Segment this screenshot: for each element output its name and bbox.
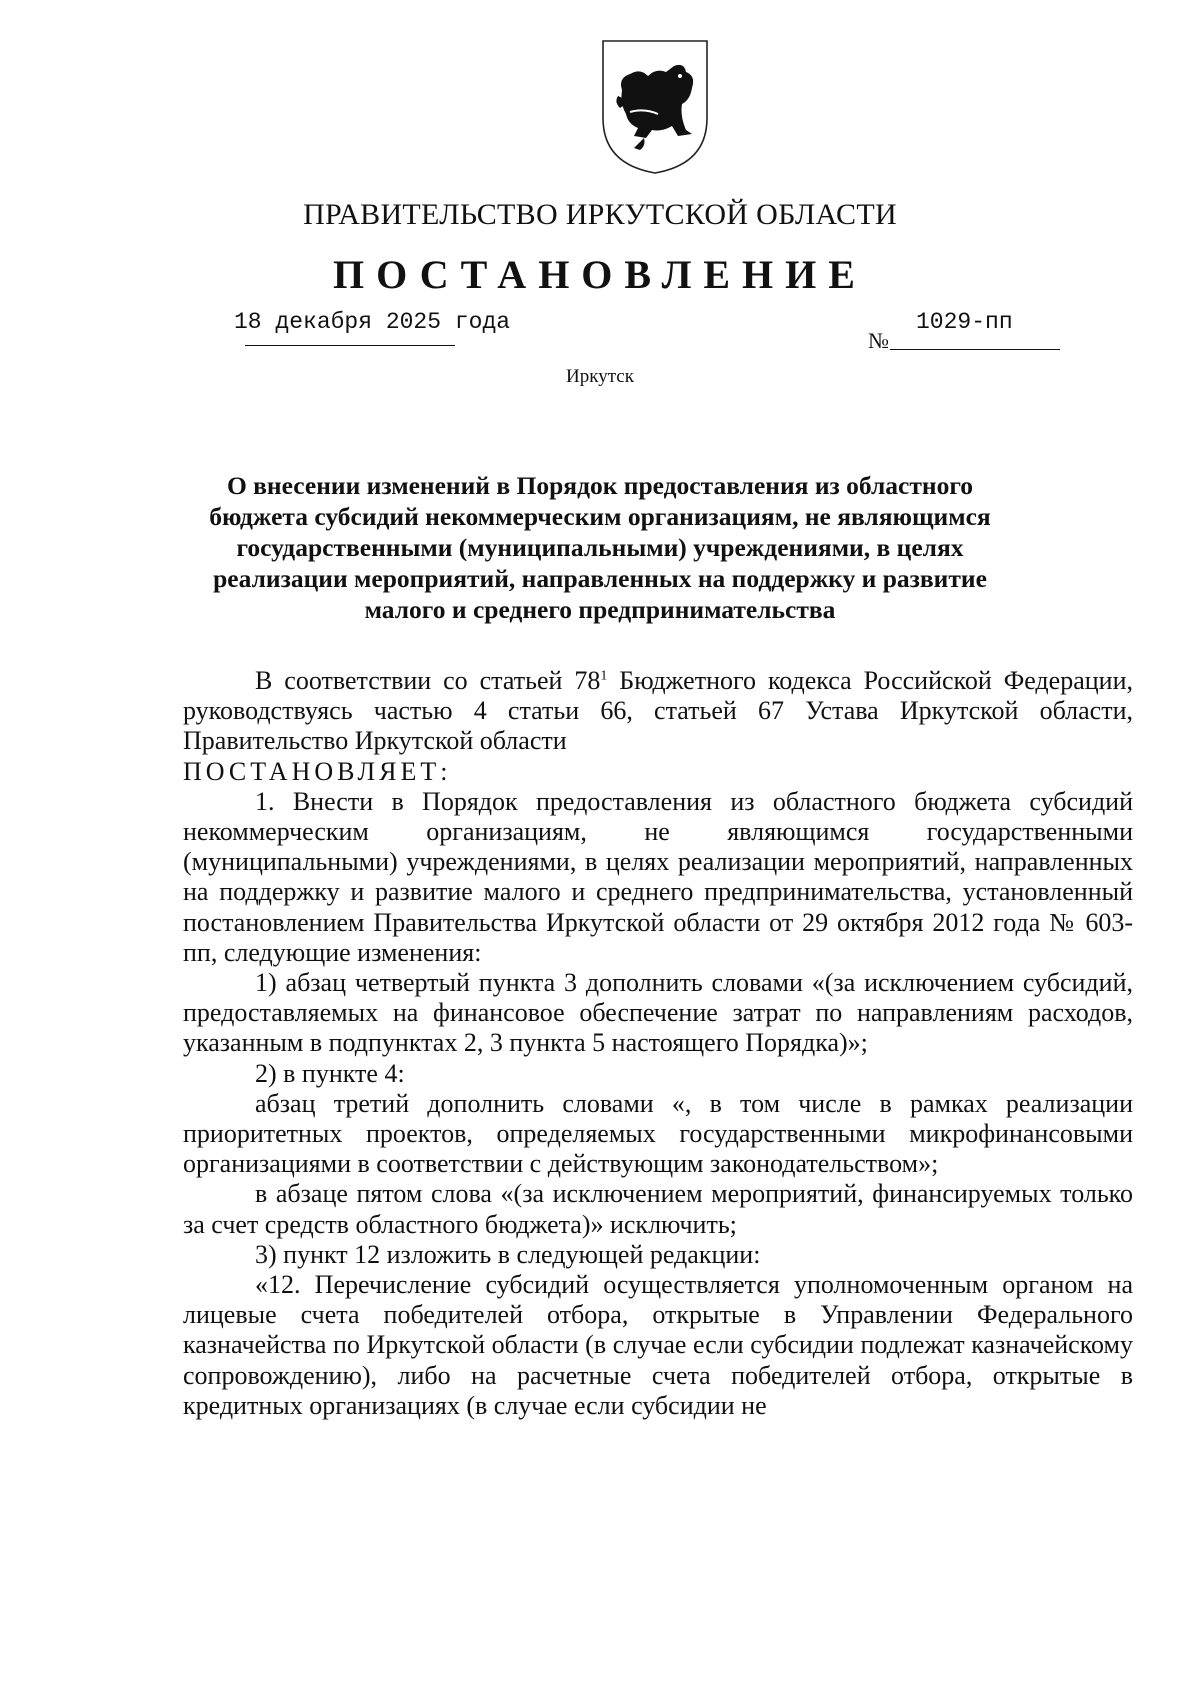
document-body — [183, 666, 1133, 1421]
paragraph-1: 1. Внести в Порядок предоставления из областного бюджета субсидий некоммерческим организациям, не являющимся государственными (муниципальными) учреждениями, в целях реализации мероприятий, направленных на поддержку и развитие малого и среднего предпринимательства, установленный постановлением Правительства Иркутской области от 29 октября 2012 года № 603-пп, следующие изменения: — [183, 786, 1133, 967]
paragraph-subitem-3: 3) пункт 12 изложить в следующей редакции: — [255, 1239, 761, 1269]
document-date: 18 декабря 2025 года — [234, 309, 511, 335]
document-type-title: ПОСТАНОВЛЕНИЕ — [333, 252, 867, 297]
number-underline — [890, 349, 1060, 350]
government-name: ПРАВИТЕЛЬСТВО ИРКУТСКОЙ ОБЛАСТИ — [303, 198, 897, 231]
document-number: 1029-пп — [916, 309, 1013, 335]
irkutsk-coat-of-arms-icon — [600, 38, 710, 176]
paragraph-subitem-2a: абзац третий дополнить словами «, в том числе в рамках реализации приоритетных проектов, определяемых государственными микрофинансовыми организациями в соответствии с действующим законодательством»; — [183, 1088, 1133, 1179]
title-line: О внесении изменений в Порядок предоставления из областного — [226, 471, 974, 500]
paragraph-subitem-1: 1) абзац четвертый пункта 3 дополнить словами «(за исключением субсидий, предоставляемых на финансовое обеспечение затрат по направлениям расходов, указанным в подпунктах 2, 3 пункта 5 настоящего Порядка)»; — [183, 968, 1133, 1058]
resolution-title — [200, 470, 1000, 625]
number-sign: № — [868, 328, 889, 353]
article-superscript: 1 — [600, 668, 608, 684]
title-line: реализации мероприятий, направленных на поддержку и развитие — [213, 564, 987, 593]
paragraph-subitem-2: 2) в пункте 4: — [255, 1058, 405, 1088]
intro-text-end: Бюджетного кодекса Российской Федерации, руководствуясь частью 4 статьи 66, статьей 67 Устава Иркутской области, Правительство Иркутской области — [183, 666, 1133, 756]
title-line: малого и среднего предпринимательства — [364, 595, 836, 624]
intro-paragraph — [183, 666, 1133, 757]
intro-text-start: В соответствии со статьей 78 — [255, 666, 601, 695]
resolves-heading: ПОСТАНОВЛЯЕТ: — [183, 756, 452, 786]
city-name: Иркутск — [566, 366, 634, 387]
paragraph-subitem-2b: в абзаце пятом слова «(за исключением мероприятий, финансируемых только за счет средств областного бюджета)» исключить; — [183, 1179, 1133, 1239]
title-line: бюджета субсидий некоммерческим организациям, не являющимся — [209, 502, 991, 531]
date-underline — [245, 345, 455, 346]
title-line: государственными (муниципальными) учреждениями, в целях — [236, 533, 964, 562]
paragraph-item-12: «12. Перечисление субсидий осуществляется уполномоченным органом на лицевые счета победителей отбора, открытые в Управлении Федерального казначейства по Иркутской области (в случае если субсидии подлежат казначейскому сопровождению), либо на расчетные счета победителей отбора, открытые в кредитных организациях (в случае если субсидии не — [183, 1270, 1133, 1420]
